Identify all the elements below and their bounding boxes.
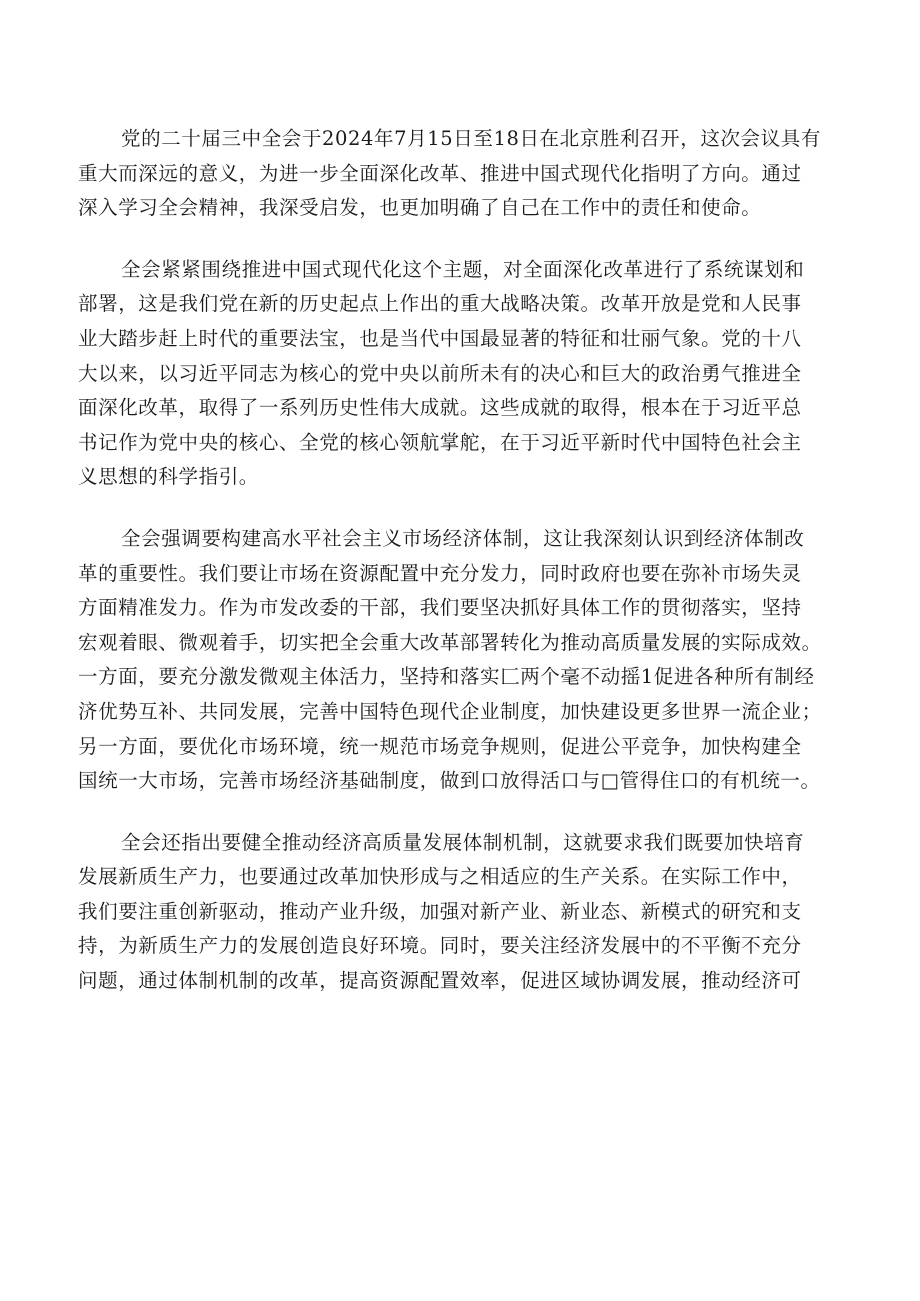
paragraph-4 (78, 826, 868, 999)
paragraph-1 (78, 122, 868, 226)
text-line: 重大而深远的意义，为进一步全面深化改革、推进中国式现代化指明了方向。通过 (78, 161, 802, 185)
text-line: 宏观着眼、微观着手，切实把全会重大改革部署转化为推动高质量发展的实际成效。 (78, 630, 822, 654)
text-line: 问题，通过体制机制的改革，提高资源配置效率，促进区域协调发展，推动经济可 (78, 969, 802, 993)
text-line: 全会还指出要健全推动经济高质量发展体制机制，这就要求我们既要加快培育 (121, 830, 805, 854)
text-line: 义思想的科学指引。 (78, 465, 259, 489)
text-line: 书记作为党中央的核心、全党的核心领航掌舵，在于习近平新时代中国特色社会主 (78, 430, 802, 454)
text-line: 党的二十届三中全会于2024年7月15日至18日在北京胜利召开，这次会议具有 (121, 127, 821, 150)
text-line: 国统一大市场，完善市场经济基础制度，做到口放得活口与□管得住口的有机统一。 (78, 769, 821, 793)
text-line: 深入学习全会精神，我深受启发，也更加明确了自己在工作中的责任和使命。 (78, 196, 762, 220)
text-line: 部署，这是我们党在新的历史起点上作出的重大战略决策。改革开放是党和人民事 (78, 292, 802, 316)
body-text (78, 122, 868, 1026)
text-line: 发展新质生产力，也要通过改革加快形成与之相适应的生产关系。在实际工作中， (78, 865, 802, 889)
text-line: 另一方面，要优化市场环境，统一规范市场竞争规则，促进公平竞争，加快构建全 (78, 734, 802, 758)
text-line: 大以来，以习近平同志为核心的党中央以前所未有的决心和巨大的政治勇气推进全 (78, 361, 802, 385)
text-line: 济优势互补、共同发展，完善中国特色现代企业制度，加快建设更多世界一流企业； (78, 699, 822, 723)
paragraph-2 (78, 253, 868, 495)
text-line: 革的重要性。我们要让市场在资源配置中充分发力，同时政府也要在弥补市场失灵 (78, 561, 802, 585)
text-line: 方面精准发力。作为市发改委的干部，我们要坚决抓好具体工作的贯彻落实，坚持 (78, 596, 802, 620)
paragraph-3 (78, 522, 868, 799)
text-line: 一方面，要充分激发微观主体活力，坚持和落实匚两个毫不动摇1促进各种所有制经 (78, 665, 815, 689)
text-line: 全会强调要构建高水平社会主义市场经济体制，这让我深刻认识到经济体制改 (121, 526, 805, 550)
text-line: 我们要注重创新驱动，推动产业升级，加强对新产业、新业态、新模式的研究和支 (78, 899, 802, 923)
text-line: 持，为新质生产力的发展创造良好环境。同时，要关注经济发展中的不平衡不充分 (78, 934, 802, 958)
text-line: 面深化改革，取得了一系列历史性伟大成就。这些成就的取得，根本在于习近平总 (78, 396, 802, 420)
text-line: 全会紧紧围绕推进中国式现代化这个主题，对全面深化改革进行了系统谋划和 (121, 257, 805, 281)
text-line: 业大踏步赶上时代的重要法宝，也是当代中国最显著的特征和壮丽气象。党的十八 (78, 326, 802, 350)
